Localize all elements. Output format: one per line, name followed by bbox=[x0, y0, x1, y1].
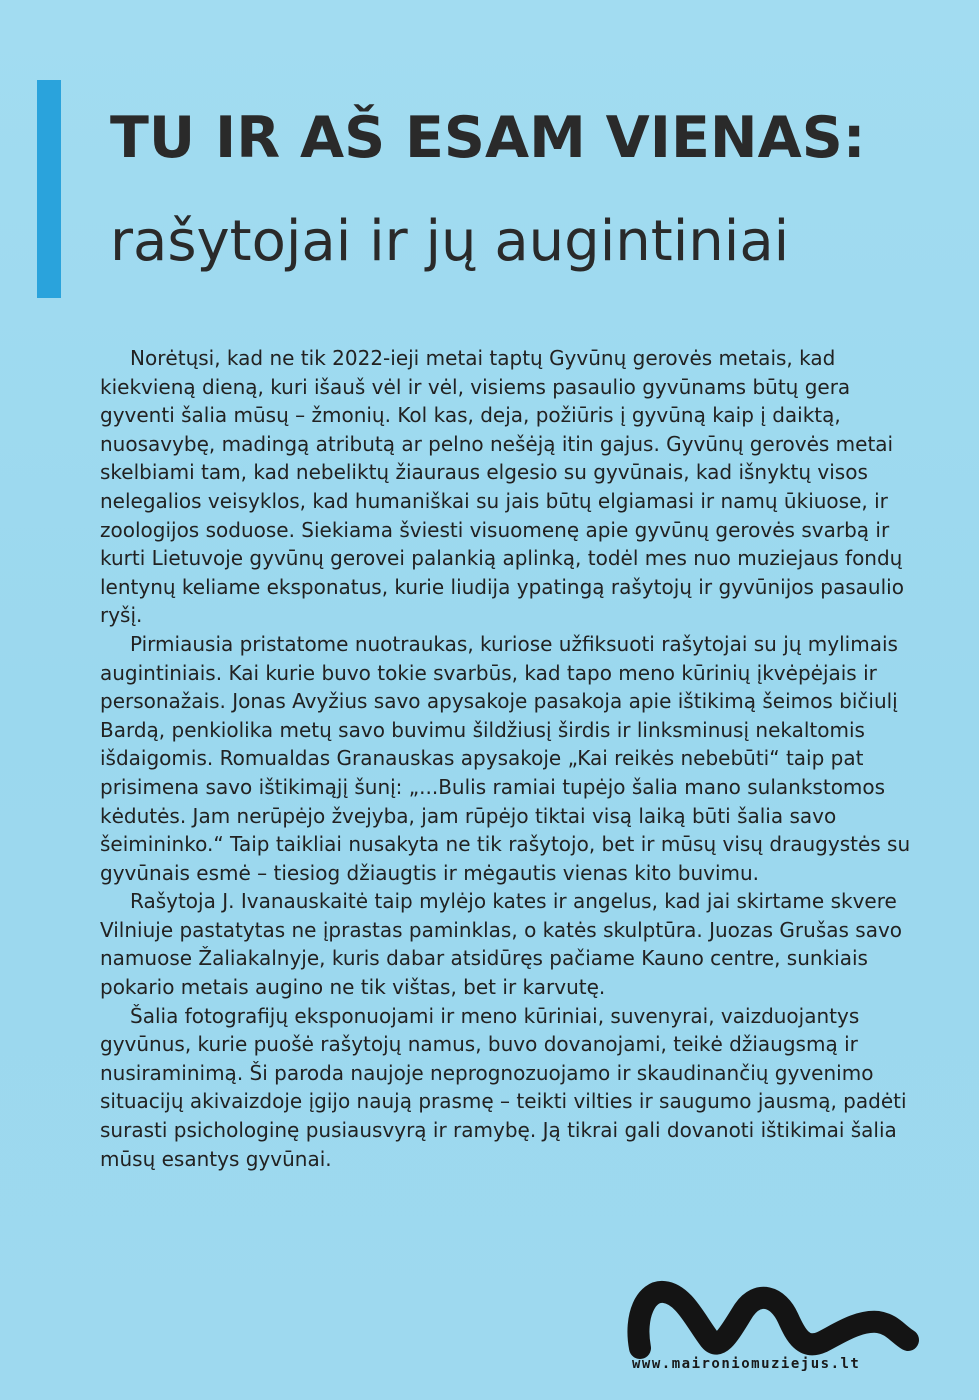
paragraph-1: Norėtųsi, kad ne tik 2022-ieji metai taptų Gyvūnų gerovės metais, kad kiekvieną dieną, kuri išauš vėl ir vėl, visiems pasaulio gyvūnams būtų gera gyventi šalia mūsų – žmonių. Kol kas, deja, požiūris į gyvūną kaip į daiktą, nuosavybę, madingą atributą ar pelno nešėją itin gajus. Gyvūnų gerovės metai skelbiami tam, kad nebeliktų žiauraus elgesio su gyvūnais, kad išnyktų visos nelegalios veisyklos, kad humaniškai su jais būtų elgiamasi ir namų ūkiuose, ir zoologijos soduose. Siekiama šviesti visuomenę apie gyvūnų gerovės svarbą ir kurti Lietuvoje gyvūnų gerovei palankią aplinką, todėl mes nuo muziejaus fondų lentynų keliame eksponatus, kurie liudija ypatingą rašytojų ir gyvūnijos pasaulio ryšį. bbox=[100, 346, 904, 628]
page-subtitle: rašytojai ir jų augintiniai bbox=[110, 209, 790, 274]
paragraph-4: Šalia fotografijų eksponuojami ir meno kūriniai, suvenyrai, vaizduojantys gyvūnus, kurie puošė rašytojų namus, buvo dovanojami, teikė džiaugsmą ir nusiraminimą. Ši paroda naujoje neprognozuojamo ir skaudinančių gyvenimo situacijų akivaizdoje įgijo naują prasmę – teikti vilties ir saugumo jausmą, padėti surasti psichologinę pusiausvyrą ir ramybę. Ją tikrai gali dovanoti ištikimai šalia mūsų esantys gyvūnai. bbox=[100, 1003, 907, 1171]
museum-logo-icon bbox=[626, 1276, 926, 1366]
paragraph-2: Pirmiausia pristatome nuotraukas, kuriose užfiksuoti rašytojai su jų mylimais augintiniais. Kai kurie buvo tokie svarbūs, kad tapo meno kūrinių įkvėpėjais ir personažais. Jonas Avyžius savo apysakoje pasakoja apie ištikimą šeimos bičiulį Bardą, penkiolika metų savo buvimu šildžiusį širdis ir linksminusį nekaltomis išdaigomis. Romualdas Granauskas apysakoje „Kai reikės nebebūti“ taip pat prisimena savo ištikimąjį šunį: „...Bulis ramiai tupėjo šalia mano sulankstomos kėdutės. Jam nerūpėjo žvejyba, jam rūpėjo tiktai visą laiką būti šalia savo šeimininko.“ Taip taikliai nusakyta ne tik rašytojo, bet ir mūsų visų draugystės su gyvūnais esmė – tiesiog džiaugtis ir mėgautis vienas kito buvimu. bbox=[100, 631, 911, 885]
paragraph-3: Rašytoja J. Ivanauskaitė taip mylėjo kates ir angelus, kad jai skirtame skvere Vilniuje pastatytas ne įprastas paminklas, o katės skulptūra. Juozas Grušas savo namuose Žaliakalnyje, kuris dabar atsidūręs pačiame Kauno centre, sunkiais pokario metais augino ne tik vištas, bet ir karvutę. bbox=[100, 889, 903, 1000]
page-title: TU IR AŠ ESAM VIENAS: bbox=[110, 105, 866, 171]
title-accent-bar bbox=[37, 80, 61, 298]
article-body bbox=[100, 344, 920, 1173]
website-url: www.maironiomuziejus.lt bbox=[632, 1356, 861, 1372]
